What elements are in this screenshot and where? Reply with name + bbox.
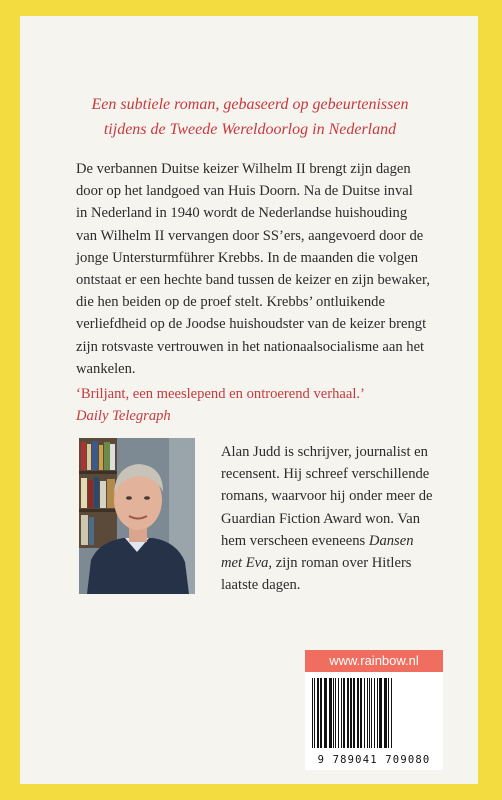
barcode-bar xyxy=(324,678,327,748)
barcode-bar xyxy=(317,678,319,748)
author-photo-image xyxy=(79,438,195,594)
barcode-bar xyxy=(379,678,382,748)
tagline-line: tijdens de Tweede Wereldoorlog in Nederland xyxy=(103,121,397,138)
synopsis xyxy=(76,158,448,380)
review-quote xyxy=(76,383,456,427)
bio-line xyxy=(221,530,456,552)
barcode-bar xyxy=(357,678,359,748)
tagline-line: Een subtiele roman, gebaseerd op gebeurtenissen xyxy=(91,96,409,113)
barcode-bar xyxy=(312,678,313,748)
synopsis-line: jonge Untersturmführer Krebbs. In de maanden die volgen xyxy=(76,249,419,266)
barcode-bar xyxy=(335,678,336,748)
barcode-bar xyxy=(377,678,378,748)
synopsis-line: De verbannen Duitse keizer Wilhelm II brengt zijn dagen xyxy=(76,161,411,177)
barcode-bar xyxy=(384,678,387,748)
tagline xyxy=(40,92,460,142)
barcode-bar xyxy=(388,678,389,748)
barcode-bar xyxy=(338,678,339,748)
bio-line: romans, waarvoor hij onder meer de xyxy=(221,488,433,505)
bio-line: Guardian Fiction Award won. Van xyxy=(221,510,421,527)
barcode-bar xyxy=(369,678,370,748)
book-title: Dansen xyxy=(368,532,414,549)
barcode-bar xyxy=(343,678,345,748)
bio-line: laatste dagen. xyxy=(221,577,301,594)
synopsis-line: die hen beiden op de proef stelt. Krebbs’ ontluikende xyxy=(76,294,385,311)
barcode-bar xyxy=(371,678,372,748)
bio-line: recensent. Hij schreef verschillende xyxy=(221,466,430,483)
barcode-bar xyxy=(350,678,352,748)
barcode-bar xyxy=(347,678,349,748)
quote-source: Daily Telegraph xyxy=(76,408,171,424)
isbn-number: 9 789041 709080 xyxy=(317,754,431,766)
barcode xyxy=(305,672,443,770)
synopsis-line: in Nederland in 1940 wordt de Nederlandse huishouding xyxy=(76,205,408,222)
synopsis-line: ontstaat er een hechte band tussen de keizer en zijn bewaker, xyxy=(76,272,430,289)
synopsis-line: wankelen. xyxy=(76,360,136,377)
author-bio xyxy=(221,441,456,596)
bio-line: Alan Judd is schrijver, journalist en xyxy=(221,444,428,460)
barcode-bar xyxy=(329,678,332,748)
synopsis-line: verliefdheid op de Joodse huishoudster van de keizer brengt xyxy=(76,316,427,333)
barcode-bar xyxy=(367,678,368,748)
synopsis-line: door op het landgoed van Huis Doorn. Na de Duitse inval xyxy=(76,183,413,200)
synopsis-line: zijn rotsvaste vertrouwen in het nationaalsocialisme aan het xyxy=(76,338,425,355)
publisher-url: www.rainbow.nl xyxy=(305,650,443,672)
barcode-bar xyxy=(391,678,392,748)
barcode-bar xyxy=(314,678,315,748)
barcode-bar xyxy=(333,678,334,748)
bio-line xyxy=(221,552,456,574)
synopsis-line: van Wilhelm II vervangen door SS’ers, aangevoerd door de xyxy=(76,227,424,244)
author-photo xyxy=(79,438,195,594)
bio-text: , zijn roman over Hitlers xyxy=(268,555,412,572)
barcode-bars xyxy=(310,678,438,748)
book-title: met Eva xyxy=(221,555,269,572)
barcode-bar xyxy=(320,678,322,748)
barcode-bar xyxy=(360,678,362,748)
barcode-bar xyxy=(341,678,342,748)
barcode-bar xyxy=(374,678,375,748)
quote-text: ‘Briljant, een meeslepend en ontroerend verhaal.’ xyxy=(76,386,365,402)
barcode-bar xyxy=(353,678,355,748)
barcode-bar xyxy=(364,678,365,748)
bio-text: hem verscheen eveneens xyxy=(221,532,366,549)
